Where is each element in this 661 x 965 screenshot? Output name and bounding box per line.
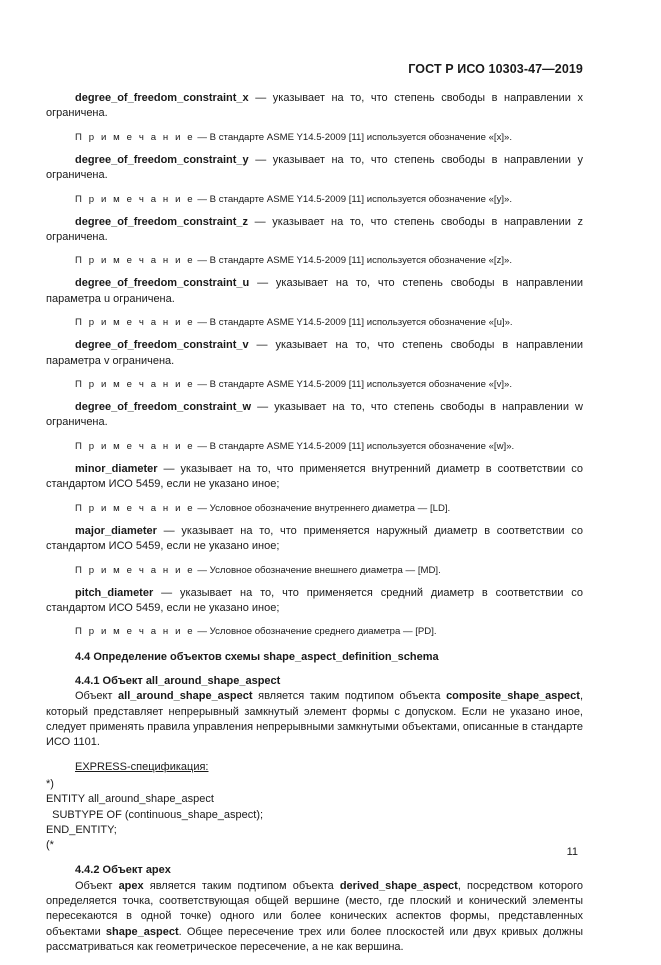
definition-item	[46, 524, 583, 577]
section-heading: 4.4 Определение объектов схемы shape_aspect_definition_schema	[75, 651, 439, 664]
express-code	[46, 777, 583, 853]
definition-text: — указывает на то, что степень свободы в направлении w ограничена.	[46, 401, 583, 429]
code-line: (*	[46, 838, 54, 851]
note-text: — Условное обозначение внешнего диаметра — [MD].	[194, 564, 441, 576]
note-text: — Условное обозначение внутреннего диаметра — [LD].	[194, 502, 451, 514]
entity-name: apex	[118, 879, 144, 892]
subsection-heading: 4.4.2 Объект apex	[75, 864, 171, 877]
term: pitch_diameter	[75, 586, 154, 599]
term: degree_of_freedom_constraint_u	[75, 277, 250, 290]
note-label: П р и м е ч а н и е	[75, 440, 195, 452]
definition-item	[46, 462, 583, 515]
definition-item	[46, 153, 583, 206]
note-label: П р и м е ч а н и е	[75, 317, 195, 329]
entity-name: derived_shape_aspect	[339, 879, 458, 892]
term: degree_of_freedom_constraint_w	[75, 401, 252, 414]
definition-text: — указывает на то, что степень свободы в направлении x ограничена.	[46, 92, 583, 120]
note-label: П р и м е ч а н и е	[75, 564, 195, 576]
paragraph: Объект all_around_shape_aspect является таким подтипом объекта composite_shape_aspect, который представляет непрерывный замкнутый элемент формы с допуском. Если не указано иное, следует применять правила управления непрерывными замкнутыми объектами, описанные в стандарте ИСО 1101.	[46, 690, 584, 749]
definition-text: — указывает на то, что степень свободы в направлении параметра u ограничена.	[46, 277, 583, 305]
note-text: — В стандарте ASME Y14.5-2009 [11] используется обозначение «[u]».	[194, 317, 513, 329]
express-label: EXPRESS-спецификация:	[75, 760, 209, 773]
definition-text: — указывает на то, что степень свободы в направлении параметра v ограничена.	[46, 339, 583, 367]
subsection-heading: 4.4.1 Объект all_around_shape_aspect	[75, 674, 281, 687]
note-label: П р и м е ч а н и е	[75, 379, 195, 391]
term: minor_diameter	[75, 462, 158, 475]
definition-item	[46, 338, 583, 391]
entity-name: shape_aspect	[105, 925, 179, 938]
entity-name: all_around_shape_aspect	[118, 690, 253, 703]
term: degree_of_freedom_constraint_v	[75, 339, 249, 352]
paragraph: Объект apex является таким подтипом объекта derived_shape_aspect, посредством которого определяется точка, соответствующая общей вершине (место, где плоский и конический элементы пересекаются в одной точке) одного или более конических аспектов формы, представленных объектами shape_aspect. Общее пересечение трех или более плоскостей или двух кривых должны рассматриваться как геометрическое пересечение, а не как вершина.	[46, 879, 583, 954]
note-label: П р и м е ч а н и е	[75, 626, 195, 638]
code-line: ENTITY all_around_shape_aspect	[46, 793, 214, 806]
note-text: — В стандарте ASME Y14.5-2009 [11] используется обозначение «[w]».	[194, 440, 515, 452]
page-content	[46, 91, 583, 965]
note-text: — В стандарте ASME Y14.5-2009 [11] используется обозначение «[v]».	[194, 379, 513, 391]
term: major_diameter	[75, 524, 157, 537]
definition-text: — указывает на то, что степень свободы в направлении z ограничена.	[46, 215, 583, 244]
note-label: П р и м е ч а н и е	[75, 502, 195, 514]
note-text: — Условное обозначение среднего диаметра — [PD].	[194, 626, 437, 638]
definition-text: — указывает на то, что степень свободы в направлении y ограничена.	[46, 153, 583, 182]
note-text: — В стандарте ASME Y14.5-2009 [11] используется обозначение «[y]».	[194, 193, 513, 205]
code-line: *)	[46, 778, 54, 791]
definition-item	[46, 400, 583, 453]
note-label: П р и м е ч а н и е	[75, 255, 195, 267]
definition-text: — указывает на то, что применяется средний диаметр в соответствии со стандартом ИСО 5459, если не указано иное;	[46, 586, 583, 614]
page-number: 11	[566, 846, 578, 858]
term: degree_of_freedom_constraint_y	[75, 153, 249, 166]
code-line: SUBTYPE OF (continuous_shape_aspect);	[46, 808, 264, 821]
definition-item	[46, 215, 583, 268]
note-label: П р и м е ч а н и е	[75, 131, 195, 143]
document-header: ГОСТ Р ИСО 10303-47—2019	[408, 62, 583, 76]
note-label: П р и м е ч а н и е	[75, 193, 195, 205]
entity-name: composite_shape_aspect	[446, 690, 580, 703]
note-text: — В стандарте ASME Y14.5-2009 [11] используется обозначение «[z]».	[194, 255, 513, 267]
definition-item	[46, 586, 583, 639]
code-line: END_ENTITY;	[46, 823, 117, 836]
note-text: — В стандарте ASME Y14.5-2009 [11] используется обозначение «[x]».	[194, 131, 513, 143]
definition-text: — указывает на то, что применяется внутренний диаметр в соответствии со стандартом ИСО 5459, если не указано иное;	[46, 462, 583, 491]
term: degree_of_freedom_constraint_z	[75, 215, 248, 228]
definition-text: — указывает на то, что применяется наружный диаметр в соответствии со стандартом ИСО 5459, если не указано иное;	[46, 524, 583, 553]
term: degree_of_freedom_constraint_x	[75, 92, 249, 104]
definition-item	[46, 276, 583, 329]
definition-item	[46, 91, 583, 144]
